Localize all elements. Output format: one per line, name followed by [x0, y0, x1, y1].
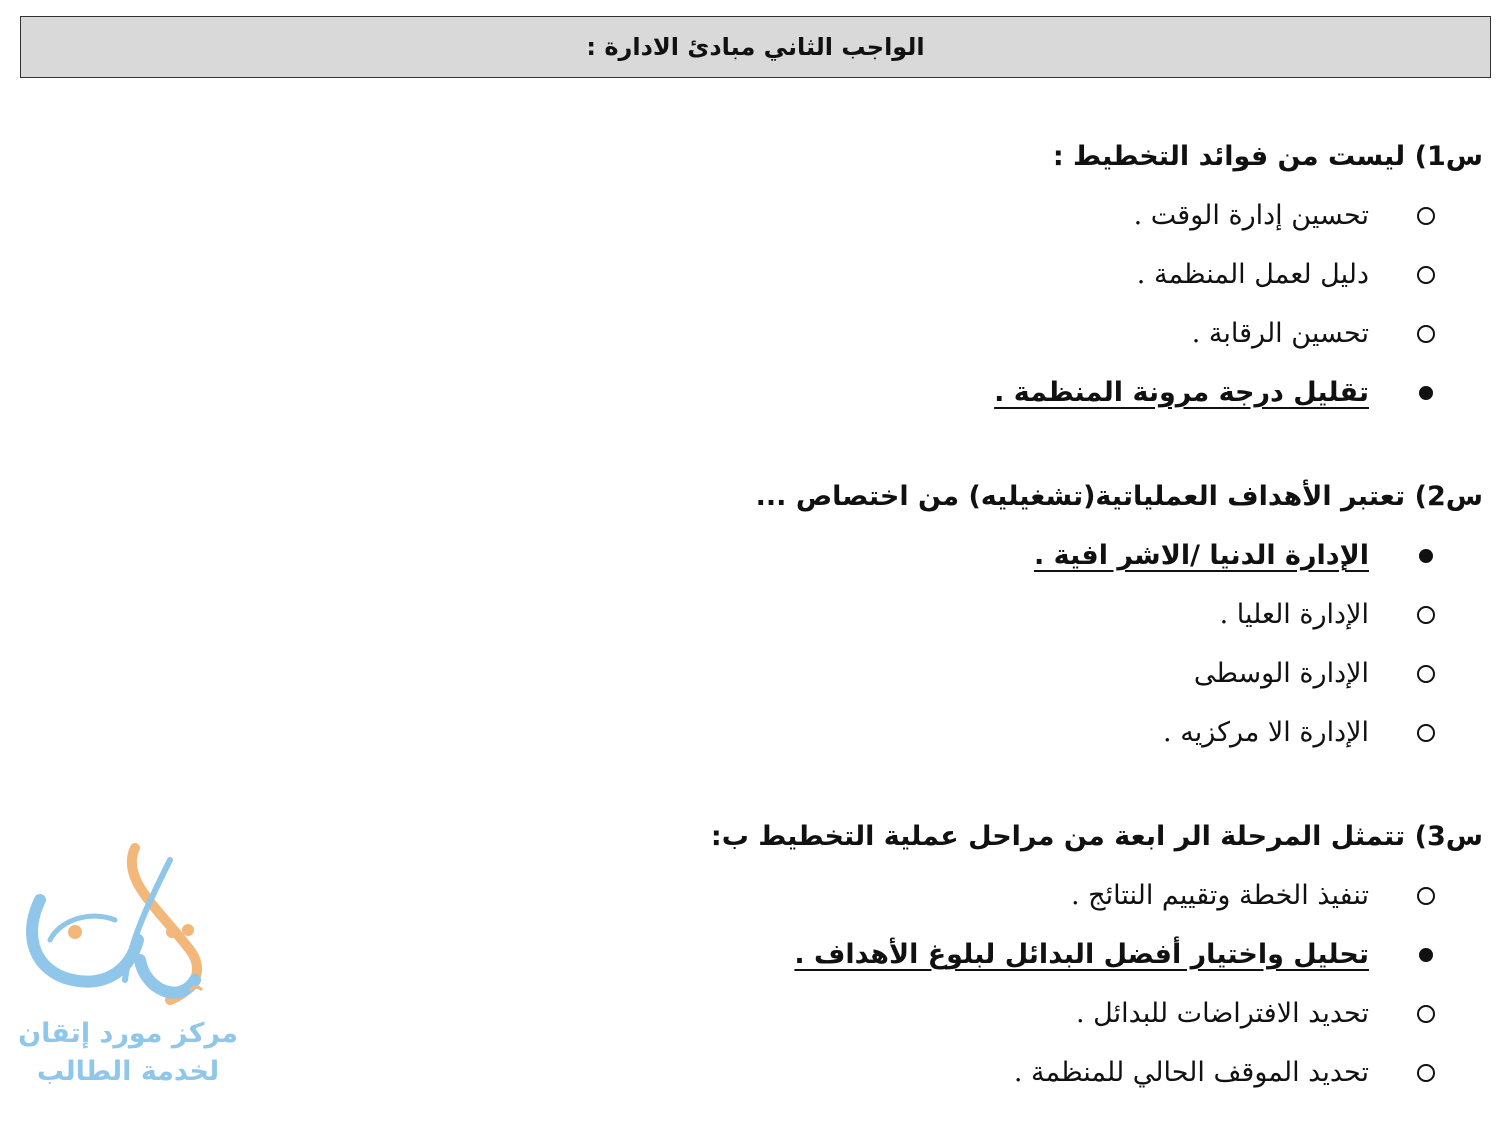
options-list [283, 866, 1483, 1102]
itqan-logo-icon [20, 840, 220, 1015]
option-label: الإدارة الدنيا /الاشر افية . [1034, 540, 1369, 571]
watermark-line1: مركز مورد إتقان [18, 1018, 238, 1049]
quiz-content [283, 128, 1483, 1148]
option-label: دليل لعمل المنظمة . [1136, 259, 1369, 290]
option-item[interactable] [283, 245, 1435, 304]
option-item[interactable] [283, 703, 1435, 762]
option-item[interactable] [283, 984, 1435, 1043]
empty-circle-icon [1417, 1064, 1435, 1082]
question-1 [283, 128, 1483, 422]
watermark-line2: لخدمة الطالب [36, 1056, 220, 1087]
option-label: تقليل درجة مرونة المنظمة . [994, 377, 1369, 408]
option-item-selected[interactable] [283, 526, 1435, 585]
option-item-selected[interactable] [283, 363, 1435, 422]
option-label: تحسين إدارة الوقت . [1133, 200, 1369, 231]
option-label: تنفيذ الخطة وتقييم النتائج . [1070, 880, 1369, 911]
question-text: س2) تعتبر الأهداف العملياتية(تشغيليه) من اختصاص ... [755, 481, 1483, 512]
option-label: الإدارة الا مركزيه . [1163, 717, 1369, 748]
options-list [283, 526, 1483, 762]
question-2 [283, 468, 1483, 762]
page-title: الواجب الثاني مبادئ الادارة : [586, 33, 925, 61]
option-label: الإدارة العليا . [1219, 599, 1369, 630]
filled-circle-icon [1419, 386, 1433, 400]
question-text: س3) تتمثل المرحلة الر ابعة من مراحل عملية التخطيط ب: [710, 821, 1483, 852]
empty-circle-icon [1417, 1005, 1435, 1023]
option-label: تحليل واختيار أفضل البدائل لبلوغ الأهداف . [794, 939, 1369, 970]
option-item[interactable] [283, 186, 1435, 245]
empty-circle-icon [1417, 887, 1435, 905]
filled-circle-icon [1419, 948, 1433, 962]
option-item[interactable] [283, 644, 1435, 703]
empty-circle-icon [1417, 724, 1435, 742]
option-item[interactable] [283, 585, 1435, 644]
empty-circle-icon [1417, 665, 1435, 683]
option-label: تحديد الموقف الحالي للمنظمة . [1013, 1057, 1369, 1088]
question-3 [283, 808, 1483, 1102]
option-item-selected[interactable] [283, 925, 1435, 984]
option-item[interactable] [283, 1043, 1435, 1102]
page-header [20, 16, 1491, 78]
options-list [283, 186, 1483, 422]
empty-circle-icon [1417, 266, 1435, 284]
option-label: تحسين الرقابة . [1191, 318, 1369, 349]
option-item[interactable] [283, 866, 1435, 925]
watermark-logo [0, 840, 250, 1091]
option-label: الإدارة الوسطى [1193, 658, 1369, 689]
empty-circle-icon [1417, 207, 1435, 225]
empty-circle-icon [1417, 325, 1435, 343]
empty-circle-icon [1417, 606, 1435, 624]
question-text: س1) ليست من فوائد التخطيط : [1052, 141, 1483, 172]
option-label: تحديد الافتراضات للبدائل . [1075, 998, 1369, 1029]
option-item[interactable] [283, 304, 1435, 363]
filled-circle-icon [1419, 549, 1433, 563]
